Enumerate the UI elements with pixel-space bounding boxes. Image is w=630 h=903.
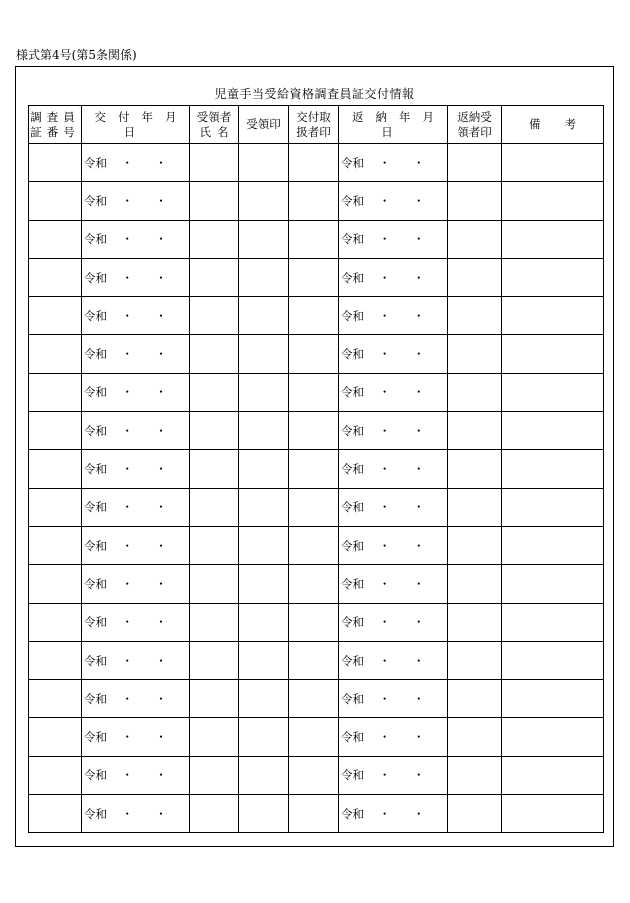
table-row (29, 565, 604, 603)
return-date-cell[interactable] (339, 220, 448, 258)
date-separator: ・ (412, 270, 425, 285)
recipient-name-cell[interactable] (190, 641, 239, 679)
date-separator: ・ (155, 155, 167, 170)
era-label: 令和 (341, 730, 364, 745)
date-separator: ・ (378, 462, 391, 477)
recipient-name-cell[interactable] (190, 488, 239, 526)
era-label: 令和 (341, 576, 364, 591)
return-recipient-seal-cell[interactable] (448, 258, 502, 296)
date-separator: ・ (412, 385, 425, 400)
id-number-cell[interactable] (29, 718, 82, 756)
date-separator: ・ (155, 576, 167, 591)
recipient-name-cell[interactable] (190, 258, 239, 296)
date-separator: ・ (121, 768, 133, 783)
era-label: 令和 (341, 270, 364, 285)
era-label: 令和 (341, 232, 364, 247)
return-recipient-seal-cell[interactable] (448, 220, 502, 258)
table-body (29, 144, 604, 833)
receipt-seal-cell[interactable] (239, 412, 289, 450)
return-recipient-seal-cell[interactable] (448, 641, 502, 679)
date-separator: ・ (155, 193, 167, 208)
recipient-name-cell[interactable] (190, 718, 239, 756)
date-separator: ・ (121, 730, 133, 745)
return-date-cell[interactable] (339, 182, 448, 220)
issue-date-cell[interactable] (82, 565, 190, 603)
return-recipient-seal-cell[interactable] (448, 565, 502, 603)
return-recipient-seal-cell[interactable] (448, 412, 502, 450)
date-separator: ・ (378, 500, 391, 515)
remarks-cell[interactable] (502, 795, 604, 833)
date-separator: ・ (121, 308, 133, 323)
issue-date-cell[interactable] (82, 335, 190, 373)
remarks-cell[interactable] (502, 335, 604, 373)
date-separator: ・ (378, 232, 391, 247)
era-label: 令和 (84, 423, 107, 438)
date-separator: ・ (121, 615, 133, 630)
header-receipt-seal (239, 106, 289, 144)
date-separator: ・ (378, 691, 391, 706)
table-row (29, 488, 604, 526)
date-separator: ・ (121, 462, 133, 477)
era-label: 令和 (84, 270, 107, 285)
header-issuer-seal-line2: 扱者印 (296, 124, 331, 139)
date-separator: ・ (155, 806, 167, 821)
date-separator: ・ (121, 691, 133, 706)
header-return-recipient-seal (448, 106, 502, 144)
issue-date-cell[interactable] (82, 641, 190, 679)
header-id-number (29, 106, 82, 144)
return-recipient-seal-cell[interactable] (448, 795, 502, 833)
era-label: 令和 (341, 347, 364, 362)
date-separator: ・ (412, 308, 425, 323)
receipt-seal-cell[interactable] (239, 603, 289, 641)
return-recipient-seal-cell[interactable] (448, 335, 502, 373)
date-separator: ・ (121, 576, 133, 591)
date-separator: ・ (412, 615, 425, 630)
return-date-cell[interactable] (339, 641, 448, 679)
return-recipient-seal-cell[interactable] (448, 526, 502, 564)
era-label: 令和 (84, 653, 107, 668)
era-label: 令和 (341, 691, 364, 706)
return-recipient-seal-cell[interactable] (448, 488, 502, 526)
date-separator: ・ (378, 730, 391, 745)
remarks-cell[interactable] (502, 641, 604, 679)
era-label: 令和 (84, 155, 107, 170)
id-number-cell[interactable] (29, 335, 82, 373)
date-separator: ・ (412, 155, 425, 170)
date-separator: ・ (155, 308, 167, 323)
remarks-cell[interactable] (502, 680, 604, 718)
era-label: 令和 (84, 500, 107, 515)
issuer-seal-cell[interactable] (289, 297, 339, 335)
issuer-seal-cell[interactable] (289, 412, 339, 450)
id-number-cell[interactable] (29, 756, 82, 794)
issuer-seal-cell[interactable] (289, 373, 339, 411)
remarks-cell[interactable] (502, 488, 604, 526)
id-number-cell[interactable] (29, 220, 82, 258)
receipt-seal-cell[interactable] (239, 450, 289, 488)
issue-date-cell[interactable] (82, 258, 190, 296)
issue-date-cell[interactable] (82, 795, 190, 833)
era-label: 令和 (84, 347, 107, 362)
date-separator: ・ (412, 193, 425, 208)
table-row (29, 220, 604, 258)
form-number-label: 様式第4号(第5条関係) (16, 48, 137, 62)
date-separator: ・ (378, 270, 391, 285)
issuer-seal-cell[interactable] (289, 182, 339, 220)
date-separator: ・ (412, 423, 425, 438)
header-issuer-seal-line1: 交付取 (296, 109, 331, 124)
header-id-number-line2: 証番号 (30, 124, 80, 139)
return-recipient-seal-cell[interactable] (448, 182, 502, 220)
table-row (29, 297, 604, 335)
date-separator: ・ (155, 423, 167, 438)
issuer-seal-cell[interactable] (289, 144, 339, 182)
date-separator: ・ (412, 806, 425, 821)
id-number-cell[interactable] (29, 182, 82, 220)
date-separator: ・ (155, 768, 167, 783)
return-date-cell[interactable] (339, 258, 448, 296)
era-label: 令和 (84, 768, 107, 783)
date-separator: ・ (121, 193, 133, 208)
id-number-cell[interactable] (29, 373, 82, 411)
remarks-cell[interactable] (502, 182, 604, 220)
receipt-seal-cell[interactable] (239, 718, 289, 756)
date-separator: ・ (121, 155, 133, 170)
return-date-cell[interactable] (339, 603, 448, 641)
receipt-seal-cell[interactable] (239, 526, 289, 564)
date-separator: ・ (155, 347, 167, 362)
remarks-cell[interactable] (502, 373, 604, 411)
date-separator: ・ (378, 576, 391, 591)
date-separator: ・ (155, 615, 167, 630)
era-label: 令和 (84, 193, 107, 208)
header-recipient-name-line1: 受領者 (196, 109, 232, 124)
table-row (29, 412, 604, 450)
recipient-name-cell[interactable] (190, 603, 239, 641)
remarks-cell[interactable] (502, 258, 604, 296)
table-row (29, 258, 604, 296)
return-date-cell[interactable] (339, 565, 448, 603)
date-separator: ・ (121, 500, 133, 515)
issue-date-cell[interactable] (82, 756, 190, 794)
date-separator: ・ (155, 653, 167, 668)
date-separator: ・ (412, 500, 425, 515)
era-label: 令和 (84, 308, 107, 323)
issuer-seal-cell[interactable] (289, 488, 339, 526)
receipt-seal-cell[interactable] (239, 795, 289, 833)
era-label: 令和 (84, 691, 107, 706)
id-number-cell[interactable] (29, 412, 82, 450)
remarks-cell[interactable] (502, 526, 604, 564)
table-row (29, 641, 604, 679)
date-separator: ・ (121, 232, 133, 247)
issuer-seal-cell[interactable] (289, 220, 339, 258)
table-row (29, 756, 604, 794)
issue-date-cell[interactable] (82, 603, 190, 641)
return-date-cell[interactable] (339, 335, 448, 373)
table-row (29, 795, 604, 833)
date-separator: ・ (155, 462, 167, 477)
issuer-seal-cell[interactable] (289, 680, 339, 718)
document-title: 児童手当受給資格調査員証交付情報 (214, 87, 415, 101)
era-label: 令和 (341, 385, 364, 400)
table-row (29, 526, 604, 564)
remarks-cell[interactable] (502, 718, 604, 756)
era-label: 令和 (341, 155, 364, 170)
header-id-number-line1: 調査員 (30, 109, 80, 124)
date-separator: ・ (121, 385, 133, 400)
id-number-cell[interactable] (29, 565, 82, 603)
table-row (29, 144, 604, 182)
issue-date-cell[interactable] (82, 718, 190, 756)
issue-date-cell[interactable] (82, 526, 190, 564)
return-date-cell[interactable] (339, 795, 448, 833)
table-row (29, 603, 604, 641)
id-number-cell[interactable] (29, 297, 82, 335)
recipient-name-cell[interactable] (190, 412, 239, 450)
return-recipient-seal-cell[interactable] (448, 680, 502, 718)
recipient-name-cell[interactable] (190, 144, 239, 182)
date-separator: ・ (121, 538, 133, 553)
return-recipient-seal-cell[interactable] (448, 603, 502, 641)
issuer-seal-cell[interactable] (289, 795, 339, 833)
date-separator: ・ (412, 730, 425, 745)
issuer-seal-cell[interactable] (289, 756, 339, 794)
era-label: 令和 (84, 806, 107, 821)
era-label: 令和 (341, 423, 364, 438)
id-number-cell[interactable] (29, 680, 82, 718)
date-separator: ・ (155, 691, 167, 706)
receipt-seal-cell[interactable] (239, 373, 289, 411)
id-number-cell[interactable] (29, 258, 82, 296)
remarks-cell[interactable] (502, 144, 604, 182)
recipient-name-cell[interactable] (190, 526, 239, 564)
era-label: 令和 (84, 232, 107, 247)
return-recipient-seal-cell[interactable] (448, 144, 502, 182)
receipt-seal-cell[interactable] (239, 756, 289, 794)
table-row (29, 680, 604, 718)
issuer-seal-cell[interactable] (289, 603, 339, 641)
date-separator: ・ (155, 232, 167, 247)
receipt-seal-cell[interactable] (239, 220, 289, 258)
era-label: 令和 (341, 193, 364, 208)
issuer-seal-cell[interactable] (289, 335, 339, 373)
date-separator: ・ (412, 768, 425, 783)
era-label: 令和 (341, 615, 364, 630)
header-recipient-name (190, 106, 239, 144)
return-date-cell[interactable] (339, 297, 448, 335)
date-separator: ・ (412, 653, 425, 668)
date-separator: ・ (412, 347, 425, 362)
era-label: 令和 (341, 308, 364, 323)
receipt-seal-cell[interactable] (239, 144, 289, 182)
date-separator: ・ (121, 653, 133, 668)
era-label: 令和 (84, 385, 107, 400)
table-row (29, 373, 604, 411)
date-separator: ・ (378, 768, 391, 783)
issue-date-cell[interactable] (82, 450, 190, 488)
header-return-date (339, 106, 448, 144)
recipient-name-cell[interactable] (190, 373, 239, 411)
era-label: 令和 (84, 576, 107, 591)
date-separator: ・ (121, 270, 133, 285)
header-receipt-seal-label: 受領印 (246, 117, 281, 131)
receipt-seal-cell[interactable] (239, 565, 289, 603)
date-separator: ・ (378, 155, 391, 170)
date-separator: ・ (378, 615, 391, 630)
remarks-cell[interactable] (502, 297, 604, 335)
date-separator: ・ (155, 730, 167, 745)
return-recipient-seal-cell[interactable] (448, 756, 502, 794)
header-return-date-label: 返納年月日 (352, 109, 446, 139)
table-row (29, 718, 604, 756)
issue-date-cell[interactable] (82, 680, 190, 718)
issuer-seal-cell[interactable] (289, 565, 339, 603)
header-return-recipient-seal-line2: 領者印 (457, 124, 492, 139)
id-number-cell[interactable] (29, 526, 82, 564)
return-date-cell[interactable] (339, 412, 448, 450)
date-separator: ・ (412, 576, 425, 591)
receipt-seal-cell[interactable] (239, 488, 289, 526)
issuer-seal-cell[interactable] (289, 718, 339, 756)
date-separator: ・ (378, 806, 391, 821)
remarks-cell[interactable] (502, 756, 604, 794)
issue-date-cell[interactable] (82, 144, 190, 182)
date-separator: ・ (378, 653, 391, 668)
issuer-seal-cell[interactable] (289, 450, 339, 488)
remarks-cell[interactable] (502, 412, 604, 450)
issuer-seal-cell[interactable] (289, 258, 339, 296)
date-separator: ・ (412, 462, 425, 477)
receipt-seal-cell[interactable] (239, 335, 289, 373)
era-label: 令和 (341, 768, 364, 783)
date-separator: ・ (155, 538, 167, 553)
registry-table (28, 105, 604, 833)
era-label: 令和 (84, 538, 107, 553)
table-row (29, 182, 604, 220)
receipt-seal-cell[interactable] (239, 680, 289, 718)
date-separator: ・ (378, 193, 391, 208)
era-label: 令和 (341, 538, 364, 553)
date-separator: ・ (412, 538, 425, 553)
date-separator: ・ (378, 385, 391, 400)
issue-date-cell[interactable] (82, 412, 190, 450)
recipient-name-cell[interactable] (190, 795, 239, 833)
date-separator: ・ (121, 347, 133, 362)
return-recipient-seal-cell[interactable] (448, 718, 502, 756)
date-separator: ・ (155, 270, 167, 285)
remarks-cell[interactable] (502, 603, 604, 641)
recipient-name-cell[interactable] (190, 297, 239, 335)
date-separator: ・ (378, 347, 391, 362)
era-label: 令和 (341, 806, 364, 821)
era-label: 令和 (341, 500, 364, 515)
id-number-cell[interactable] (29, 603, 82, 641)
header-recipient-name-line2: 氏名 (199, 124, 235, 139)
receipt-seal-cell[interactable] (239, 258, 289, 296)
remarks-cell[interactable] (502, 450, 604, 488)
issue-date-cell[interactable] (82, 297, 190, 335)
date-separator: ・ (412, 691, 425, 706)
remarks-cell[interactable] (502, 565, 604, 603)
remarks-cell[interactable] (502, 220, 604, 258)
date-separator: ・ (155, 500, 167, 515)
date-separator: ・ (155, 385, 167, 400)
receipt-seal-cell[interactable] (239, 297, 289, 335)
return-date-cell[interactable] (339, 756, 448, 794)
era-label: 令和 (341, 653, 364, 668)
date-separator: ・ (412, 232, 425, 247)
era-label: 令和 (84, 462, 107, 477)
header-issuer-seal (289, 106, 339, 144)
recipient-name-cell[interactable] (190, 565, 239, 603)
date-separator: ・ (378, 423, 391, 438)
return-date-cell[interactable] (339, 488, 448, 526)
issue-date-cell[interactable] (82, 182, 190, 220)
return-recipient-seal-cell[interactable] (448, 373, 502, 411)
recipient-name-cell[interactable] (190, 220, 239, 258)
era-label: 令和 (84, 615, 107, 630)
return-date-cell[interactable] (339, 373, 448, 411)
return-recipient-seal-cell[interactable] (448, 450, 502, 488)
header-issue-date (82, 106, 190, 144)
id-number-cell[interactable] (29, 488, 82, 526)
header-remarks-label: 備考 (529, 117, 600, 131)
era-label: 令和 (341, 462, 364, 477)
table-row (29, 335, 604, 373)
return-date-cell[interactable] (339, 144, 448, 182)
header-return-recipient-seal-line1: 返納受 (457, 109, 492, 124)
return-date-cell[interactable] (339, 450, 448, 488)
return-recipient-seal-cell[interactable] (448, 297, 502, 335)
header-issue-date-label: 交付年月日 (94, 109, 189, 139)
return-date-cell[interactable] (339, 680, 448, 718)
date-separator: ・ (378, 308, 391, 323)
receipt-seal-cell[interactable] (239, 182, 289, 220)
receipt-seal-cell[interactable] (239, 641, 289, 679)
table-header-row (29, 106, 604, 144)
date-separator: ・ (121, 806, 133, 821)
id-number-cell[interactable] (29, 450, 82, 488)
recipient-name-cell[interactable] (190, 680, 239, 718)
header-remarks (502, 106, 604, 144)
id-number-cell[interactable] (29, 641, 82, 679)
document-frame (15, 66, 614, 847)
table-row (29, 450, 604, 488)
date-separator: ・ (378, 538, 391, 553)
issuer-seal-cell[interactable] (289, 641, 339, 679)
issue-date-cell[interactable] (82, 220, 190, 258)
recipient-name-cell[interactable] (190, 756, 239, 794)
recipient-name-cell[interactable] (190, 450, 239, 488)
return-date-cell[interactable] (339, 526, 448, 564)
id-number-cell[interactable] (29, 144, 82, 182)
return-date-cell[interactable] (339, 718, 448, 756)
issue-date-cell[interactable] (82, 488, 190, 526)
date-separator: ・ (121, 423, 133, 438)
issuer-seal-cell[interactable] (289, 526, 339, 564)
recipient-name-cell[interactable] (190, 335, 239, 373)
id-number-cell[interactable] (29, 795, 82, 833)
issue-date-cell[interactable] (82, 373, 190, 411)
era-label: 令和 (84, 730, 107, 745)
recipient-name-cell[interactable] (190, 182, 239, 220)
